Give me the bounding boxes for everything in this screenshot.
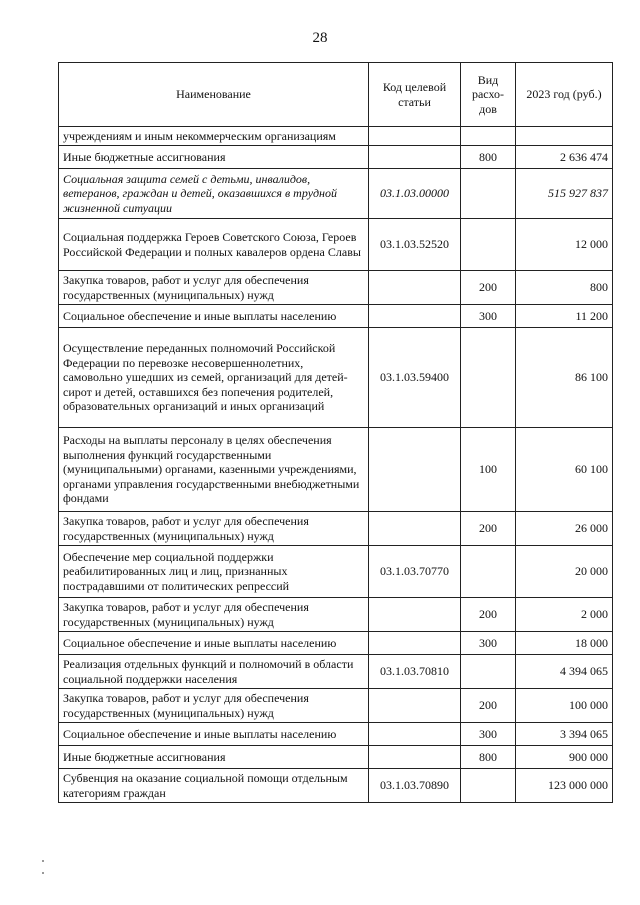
cell-code [369,512,461,546]
cell-name: Социальное обеспечение и иные выплаты населению [59,632,369,655]
header-amount: 2023 год (руб.) [516,63,613,127]
cell-kind [461,127,516,146]
header-name: Наименование [59,63,369,127]
cell-amount: 12 000 [516,219,613,271]
cell-name: Осуществление переданных полномочий Российской Федерации по перевозке несовершеннолетних, самовольно ушедших из семей, организаций для детей-сирот и детей, оставшихся без попечения родителей, образовательных организаций и иных организаций [59,328,369,428]
table-row [59,146,613,169]
budget-table [58,62,613,803]
table-body [59,127,613,803]
cell-code [369,746,461,769]
page-number: 28 [312,30,328,46]
cell-amount: 515 927 837 [516,169,613,219]
cell-amount: 86 100 [516,328,613,428]
scan-mark [42,860,44,862]
table-row [59,655,613,689]
table-row [59,512,613,546]
cell-amount: 26 000 [516,512,613,546]
cell-name: Социальная поддержка Героев Советского Союза, Героев Российской Федерации и полных кавалеров ордена Славы [59,219,369,271]
cell-name: Иные бюджетные ассигнования [59,746,369,769]
table-row [59,127,613,146]
cell-amount: 800 [516,271,613,305]
cell-code: 03.1.03.70810 [369,655,461,689]
cell-amount: 3 394 065 [516,723,613,746]
cell-name: Закупка товаров, работ и услуг для обеспечения государственных (муниципальных) нужд [59,689,369,723]
table-row [59,598,613,632]
cell-kind: 300 [461,632,516,655]
cell-kind: 200 [461,271,516,305]
cell-amount: 60 100 [516,428,613,512]
cell-kind [461,219,516,271]
table-row [59,632,613,655]
scan-mark [42,872,44,874]
header-kind: Вид расхо-дов [461,63,516,127]
cell-kind: 800 [461,746,516,769]
cell-kind: 200 [461,512,516,546]
cell-name: Закупка товаров, работ и услуг для обеспечения государственных (муниципальных) нужд [59,271,369,305]
table-row [59,219,613,271]
table-row [59,546,613,598]
cell-amount: 20 000 [516,546,613,598]
cell-code: 03.1.03.00000 [369,169,461,219]
cell-code: 03.1.03.70770 [369,546,461,598]
cell-code [369,598,461,632]
cell-kind: 300 [461,305,516,328]
cell-kind [461,546,516,598]
cell-name: Реализация отдельных функций и полномочий в области социальной поддержки населения [59,655,369,689]
table-row [59,271,613,305]
cell-code: 03.1.03.70890 [369,769,461,803]
cell-code [369,146,461,169]
cell-name: учреждениям и иным некоммерческим организациям [59,127,369,146]
table-row [59,769,613,803]
cell-name: Закупка товаров, работ и услуг для обеспечения государственных (муниципальных) нужд [59,512,369,546]
cell-amount: 2 000 [516,598,613,632]
cell-code [369,632,461,655]
table-row [59,689,613,723]
cell-amount: 2 636 474 [516,146,613,169]
cell-name: Социальная защита семей с детьми, инвалидов, ветеранов, граждан и детей, оказавшихся в трудной жизненной ситуации [59,169,369,219]
cell-name: Иные бюджетные ассигнования [59,146,369,169]
cell-name: Закупка товаров, работ и услуг для обеспечения государственных (муниципальных) нужд [59,598,369,632]
cell-kind: 100 [461,428,516,512]
cell-code [369,723,461,746]
cell-amount: 900 000 [516,746,613,769]
cell-amount: 100 000 [516,689,613,723]
cell-amount: 11 200 [516,305,613,328]
cell-name: Обеспечение мер социальной поддержки реабилитированных лиц и лиц, признанных пострадавшими от политических репрессий [59,546,369,598]
cell-amount: 4 394 065 [516,655,613,689]
cell-code [369,271,461,305]
cell-name: Социальное обеспечение и иные выплаты населению [59,305,369,328]
cell-amount: 18 000 [516,632,613,655]
table-row [59,169,613,219]
cell-code [369,689,461,723]
cell-name: Субвенция на оказание социальной помощи отдельным категориям граждан [59,769,369,803]
cell-code [369,127,461,146]
cell-code [369,305,461,328]
table-row [59,746,613,769]
cell-kind [461,328,516,428]
cell-code: 03.1.03.52520 [369,219,461,271]
cell-code [369,428,461,512]
cell-code: 03.1.03.59400 [369,328,461,428]
header-code: Код целевой статьи [369,63,461,127]
table-row [59,305,613,328]
cell-kind: 200 [461,689,516,723]
cell-amount: 123 000 000 [516,769,613,803]
table-row [59,428,613,512]
cell-kind: 300 [461,723,516,746]
table-row [59,723,613,746]
table-row [59,328,613,428]
cell-amount [516,127,613,146]
cell-kind [461,169,516,219]
cell-kind: 800 [461,146,516,169]
cell-kind: 200 [461,598,516,632]
cell-name: Социальное обеспечение и иные выплаты населению [59,723,369,746]
cell-kind [461,769,516,803]
cell-name: Расходы на выплаты персоналу в целях обеспечения выполнения функций государственными (муниципальными) органами, казенными учреждениями, органами управления государственными внебюджетными фондами [59,428,369,512]
table-header-row [59,63,613,127]
cell-kind [461,655,516,689]
